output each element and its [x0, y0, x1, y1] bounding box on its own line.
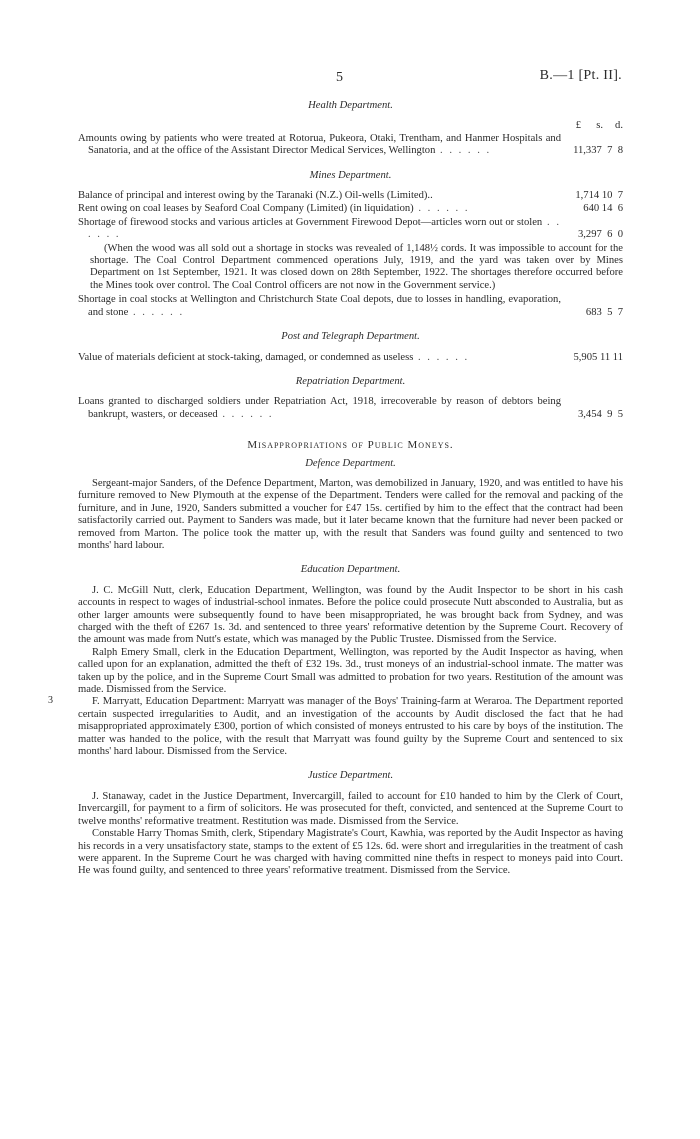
loss-amount: 1,714 10 7 — [575, 190, 623, 202]
loss-amount: 5,905 11 11 — [573, 351, 623, 363]
loss-amount: 3,454 9 5 — [577, 408, 623, 420]
loss-description: Balance of principal and interest owing by the Taranaki (N.Z.) Oil-wells (Limited).. — [78, 190, 433, 202]
loss-description: Amounts owing by patients who were treated at Rotorua, Pukeora, Otaki, Trentham, and Hanmer Hospitals and Sanatoria, and at the office of the Assistant Director Medical Services, Wellington . . — [78, 133, 561, 158]
loss-amount: 11,337 7 8 — [573, 145, 623, 157]
loss-item — [78, 352, 623, 364]
case-paragraph: J. Stanaway, cadet in the Justice Department, Invercargill, failed to account for £10 handed to him by the Clerk of Court, Invercargill, for payment to a firm of solicitors. He was prosecuted for theft, convicted, and sentenced at the Supreme Court to twelve months' reformative treatment. Restitution was made. Dismissed from the Service. — [78, 790, 623, 827]
loss-amount: 640 14 6 — [583, 203, 623, 215]
unit-shillings: s. — [596, 120, 603, 132]
loss-description: Shortage in coal stocks at Wellington and Christchurch State Coal depots, due to losses in handling, evaporation, and stone . . — [78, 294, 561, 319]
unit-pence: d. — [615, 120, 623, 132]
case-paragraph: F. Marryatt, Education Department: Marryatt was manager of the Boys' Training-farm at Weraroa. The Department reported certain suspected irregularities to Audit, and an investigation of the accounts by Audit disclosed the fact that he had misappropriated approximately £300, portion of which consisted of moneys entrusted to his care by boys of the institution. The matter was handed to the police, with the result that Marryatt was found guilty by the Supreme Court and sentenced to six months' hard labour. Dismissed from the Service. — [78, 696, 623, 758]
loss-item — [78, 190, 623, 202]
section-heading-mines: Mines Department. — [309, 169, 392, 181]
case-paragraph: Sergeant-major Sanders, of the Defence Department, Marton, was demobilized in January, 1920, and was entitled to have his furniture removed to New Plymouth at the expense of the Department. Tenders were called for the removal and packing of the furniture, and in June, 1920, Sanders submitted a voucher for £47 15s. certified by him to the effect that the contract had been satisfactorily carried out. Payment to Sanders was made, but it later became known that the furniture had never been packed or removed from Marton. The police took the matter up, with the result that Sanders was found guilty and sentenced to two months' hard labour. — [78, 477, 623, 551]
section-heading-justice: Justice Department. — [307, 770, 394, 782]
section-heading-post-telegraph: Post and Telegraph Department. — [281, 331, 420, 343]
loss-item — [78, 396, 623, 421]
loss-item — [78, 133, 623, 158]
case-paragraph: Constable Harry Thomas Smith, clerk, Stipendary Magistrate's Court, Kawhia, was reported by the Audit Inspector as having his records in a very unsatisfactory state, stamps to the extent of £5 12s. 6d. were short and irregularities in the treatment of cash were apparent. In the Supreme Court he was charged with having committed nine thefts in respect to moneys paid into Court. He was found guilty, and sentenced to three years' reformative treatment. Dismissed from the Service. — [78, 828, 623, 877]
loss-description: Loans granted to discharged soldiers under Repatriation Act, 1918, irrecoverable by reason of debtors being bankrupt, wasters, or deceased . . — [78, 396, 561, 421]
loss-description: Shortage of firewood stocks and various articles at Government Firewood Depot—articles worn out or stolen . . — [78, 217, 561, 242]
misappropriations-title: Misappropriations of Public Moneys. — [247, 439, 454, 452]
unit-pounds: £ — [575, 120, 581, 132]
loss-description: Value of materials deficient at stock-taking, damaged, or condemned as useless . . — [78, 352, 561, 364]
currency-units — [78, 120, 623, 132]
section-heading-health: Health Department. — [308, 100, 393, 111]
loss-item — [78, 217, 623, 242]
case-paragraph: 3 Ralph Emery Small, clerk in the Education Department, Wellington, was reported by the Audit Inspector as having, when called upon for an explanation, admitted the theft of £32 19s. 3d., trust moneys of an industrial-school inmate. The matter was taken up by the police, and in the Supreme Court Small was admitted to probation for two years. Restitution of the amount was made. Dismissed from the Service. — [78, 647, 623, 697]
loss-item — [78, 203, 623, 215]
loss-item — [78, 294, 623, 319]
page-content — [48, 100, 623, 878]
page-number: 5 — [336, 70, 343, 85]
section-heading-education: Education Department. — [300, 564, 401, 576]
section-heading-defence: Defence Department. — [305, 457, 396, 469]
loss-amount: 683 5 7 — [585, 306, 623, 318]
loss-description: Rent owing on coal leases by Seaford Coal Company (Limited) (in liquidation) . . — [78, 203, 561, 215]
case-paragraph: J. C. McGill Nutt, clerk, Education Department, Wellington, was found by the Audit Inspector to be short in his cash accounts in respect to wages of industrial-school inmates. Before the police could prosecute Nutt absconded to Australia, but as other larger amounts were subsequently found to have been misappropriated, he was brought back from Sydney, and was charged with the theft of £267 1s. 3d. and sentenced to three years' reformative detention by the Supreme Court. Recovery of the amount was made from Nutt's estate, which was managed by the Public Trustee. Dismissed from the Service. — [78, 584, 623, 646]
section-heading-repatriation: Repatriation Department. — [295, 375, 406, 387]
document-reference: B.—1 [Pt. II]. — [539, 68, 622, 83]
explanatory-note: (When the wood was all sold out a shortage in stocks was revealed of 1,148½ cords. It was impossible to account for the shortage. The Coal Control Department commenced operations July, 1919, and the yard was taken over by Mines Department on 1st September, 1921. It was closed down on 28th September, 1922. The shortages therefore occurred before the Mines took over control. The Coal Control officers are not now in the Government service.) — [90, 242, 623, 291]
loss-amount: 3,297 6 0 — [577, 229, 623, 241]
margin-mark: 3 — [48, 694, 53, 706]
